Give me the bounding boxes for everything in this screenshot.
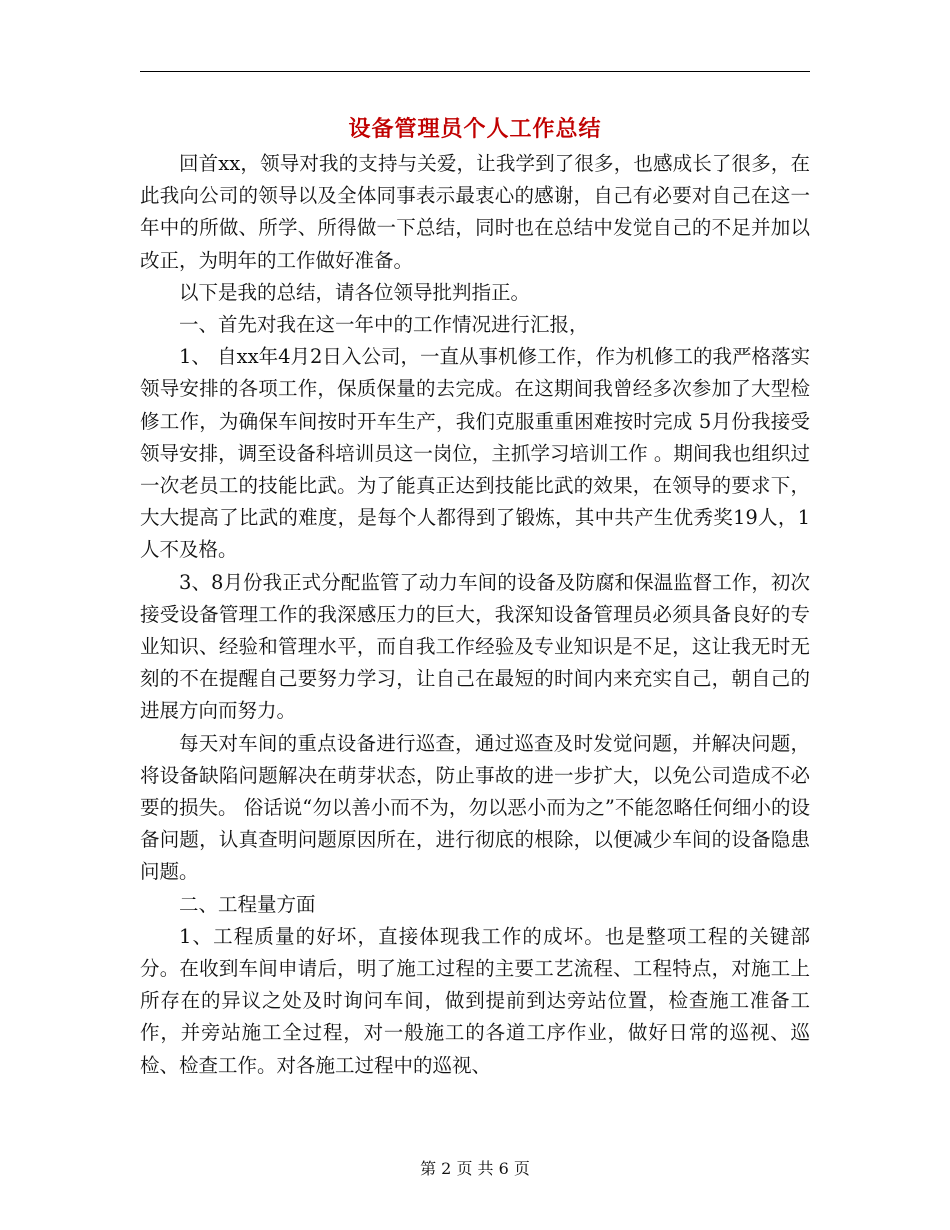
page-footer: 第 2 页 共 6 页: [420, 1159, 530, 1178]
header-rule: [140, 71, 810, 72]
section-heading-2: 二、工程量方面: [179, 892, 316, 916]
paragraph-item-3: 3、8月份我正式分配监管了动力车间的设备及防腐和保温监督工作，初次接受设备管理工作的我深感压力的巨大，我深知设备管理员必须具备良好的专业知识、经验和管理水平，而自我工作经验及专业知识是不足，这让我无时无刻的不在提醒自己要努力学习，让自己在最短的时间内来充实自己，朝自己的进展方向而努力。: [140, 570, 810, 723]
paragraph-item-1: 1、 自xx年4月2日入公司，一直从事机修工作，作为机修工的我严格落实领导安排的各项工作，保质保量的去完成。在这期间我曾经多次参加了大型检修工作，为确保车间按时开车生产，我们克服重重困难按时完成 5月份我接受领导安排，调至设备科培训员这一岗位，主抓学习培训工作 。期间我也组织过一次老员工的技能比武。为了能真正达到技能比武的效果，在领导的要求下，大大提高了比武的难度，是每个人都得到了锻炼，其中共产生优秀奖19人，1人不及格。: [140, 345, 810, 562]
paragraph-daily-inspection: 每天对车间的重点设备进行巡查，通过巡查及时发觉问题，并解决问题，将设备缺陷问题解决在萌芽状态，防止事故的进一步扩大，以免公司造成不必要的损失。 俗话说“勿以善小而不为，勿以恶小而为之”不能忽略任何细小的设备问题，认真查明问题原因所在，进行彻底的根除，以便减少车间的设备隐患问题。: [140, 731, 810, 884]
document-body: [140, 148, 810, 1082]
document-title: 设备管理员个人工作总结: [348, 117, 602, 142]
section-heading-1: 一、首先对我在这一年中的工作情况进行汇报，: [179, 313, 589, 337]
paragraph-quality: 1、工程质量的好坏，直接体现我工作的成坏。也是整项工程的关键部分。在收到车间申请后，明了施工过程的主要工艺流程、工程特点，对施工上所存在的异议之处及时询问车间，做到提前到达旁站位置，检查施工准备工作，并旁站施工全过程，对一般施工的各道工序作业，做好日常的巡视、巡检、检查工作。对各施工过程中的巡视、: [140, 924, 810, 1077]
paragraph-intro: 回首xx，领导对我的支持与关爱，让我学到了很多，也感成长了很多，在此我向公司的领导以及全体同事表示最衷心的感谢，自己有必要对自己在这一年中的所做、所学、所得做一下总结，同时也在总结中发觉自己的不足并加以改正，为明年的工作做好准备。: [140, 152, 810, 272]
paragraph-summary-note: 以下是我的总结，请各位领导批判指正。: [179, 280, 531, 304]
